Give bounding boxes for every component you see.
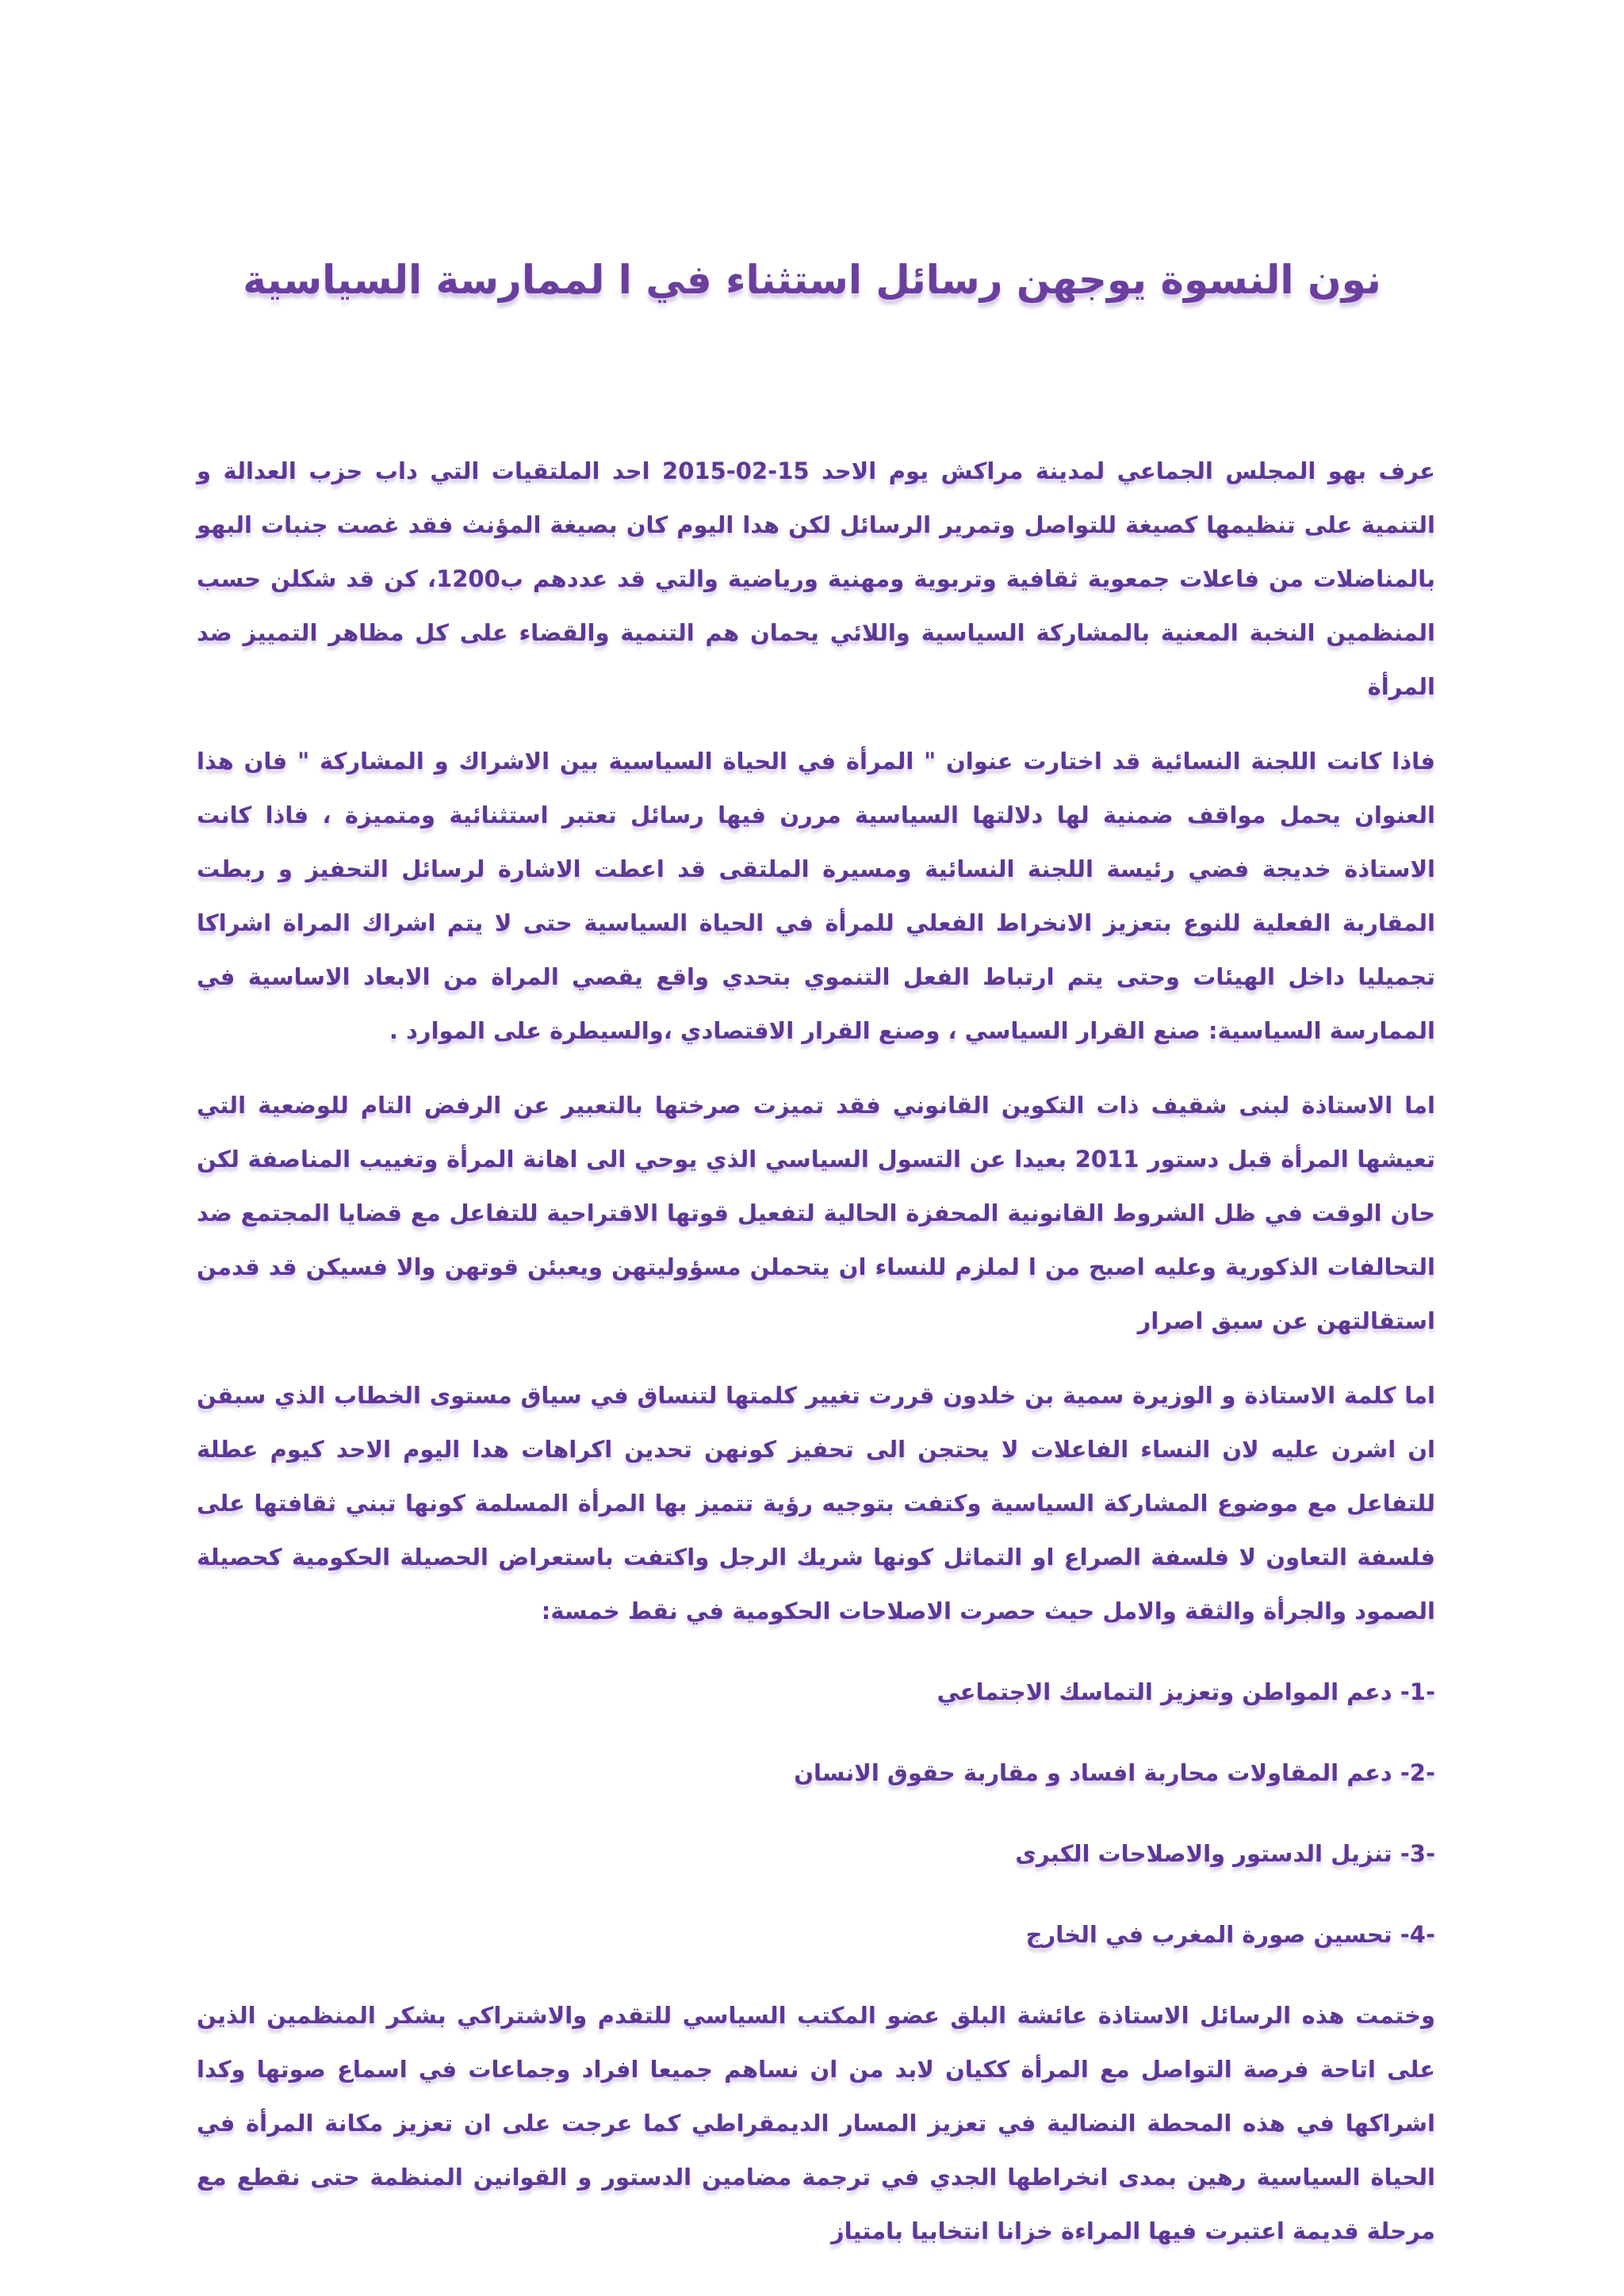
list-item: -1- دعم المواطن وتعزيز التماسك الاجتماعي <box>936 1678 1435 1705</box>
paragraph-soumia-benkhaldoun: اما كلمة الاستاذة و الوزيرة سمية بن خلدون قررت تغيير كلمتها لتنساق في سياق مستوى الخطاب الذي سبقن ان اشرن عليه لان النساء الفاعلات لا يحتجن الى تحفيز كونهن تحدين اكراهات هدا اليوم الاحد كيوم عطلة للتفاعل مع موضوع المشاركة السياسية وكتفت بتوجيه رؤية تتميز بها المرأة المسلمة كونها تبني ثقافتها على فلسفة التعاون لا فلسفة الصراع او التماثل كونها شريك الرجل واكتفت باستعراض الحصيلة الحكومية كحصيلة الصمود والجرأة والثقة والامل حيث حصرت الاصلاحات الحكومية في نقط خمسة: <box>197 1382 1435 1624</box>
paragraph-loubna-chakif: اما الاستاذة لبنى شقيف ذات التكوين القانوني فقد تميزت صرختها بالتعبير عن الرفض التام للوضعية التي تعيشها المرأة قبل دستور 2011 بعيدا عن التسول السياسي الذي يوحي الى اهانة المرأة وتغييب المناصفة لكن حان الوقت في ظل الشروط القانونية المحفزة الحالية لتفعيل قوتها الاقتراحية للتفاعل مع قضايا المجتمع ضد التحالفات الذكورية وعليه اصبح من ا لملزم للنساء ان يتحملن مسؤوليتهن ويعبئن قوتهن والا فسيكن قد قدمن استقالتهن عن سبق اصرار <box>197 1092 1435 1334</box>
list-item: -2- دعم المقاولات محاربة افساد و مقاربة حقوق الانسان <box>794 1759 1435 1786</box>
reforms-list <box>197 1665 1435 1961</box>
paragraph-khadija-fadi: فاذا كانت اللجنة النسائية قد اختارت عنوان " المرأة في الحياة السياسية بين الاشراك و المشاركة " فان هذا العنوان يحمل مواقف ضمنية لها دلالتها السياسية مررن فيها رسائل تعتبر استثنائية ومتميزة ، فاذا كانت الاستاذة خديجة فضي رئيسة اللجنة النسائية ومسيرة الملتقى قد اعطت الاشارة لرسائل التحفيز و ربطت المقاربة الفعلية للنوع بتعزيز الانخراط الفعلي للمرأة في الحياة السياسية حتى لا يتم اشراك المراة اشراكا تجميليا داخل الهيئات وحتى يتم ارتباط الفعل التنموي بتحدي واقع يقصي المراة من الابعاد الاساسية في الممارسة السياسية: صنع القرار السياسي ، وصنع القرار الاقتصادي ،والسيطرة على الموارد . <box>197 748 1435 1044</box>
paragraph-closing: وختمت هذه الرسائل الاستاذة عائشة البلق عضو المكتب السياسي للتقدم والاشتراكي بشكر المنظمين الذين على اتاحة فرصة التواصل مع المرأة ككيان لابد من ان نساهم جميعا افراد وجماعات في اسماع صوتها وكدا اشراكها في هذه المحطة النضالية في تعزيز المسار الديمقراطي كما عرجت على ان تعزيز مكانة المرأة في الحياة السياسية رهين بمدى انخراطها الجدي في ترجمة مضامين الدستور و القوانين المنظمة حتى نقطع مع مرحلة قديمة اعتبرت فيها المراءة خزانا انتخابيا بامتياز <box>197 2002 1435 2244</box>
list-item: -3- تنزيل الدستور والاصلاحات الكبرى <box>1015 1840 1435 1867</box>
paragraph-intro: عرف بهو المجلس الجماعي لمدينة مراكش يوم الاحد 15-02-2015 احد الملتقيات التي داب حزب العدالة و التنمية على تنظيمها كصيغة للتواصل وتمرير الرسائل لكن هدا اليوم كان بصيغة المؤنث فقد غصت جنبات البهو بالمناضلات من فاعلات جمعوية ثقافية وتربوية ومهنية ورياضية والتي قد عددهم ب1200، كن قد شكلن حسب المنظمين النخبة المعنية بالمشاركة السياسية واللائي يحمان هم التنمية والقضاء على كل مظاهر التمييز ضد المرأة <box>197 457 1435 700</box>
list-item: -4- تحسين صورة المغرب في الخارج <box>1025 1921 1435 1948</box>
article-title: نون النسوة يوجهن رسائل استثناء في ا لممارسة السياسية <box>243 257 1381 303</box>
article-body <box>197 444 1435 2258</box>
